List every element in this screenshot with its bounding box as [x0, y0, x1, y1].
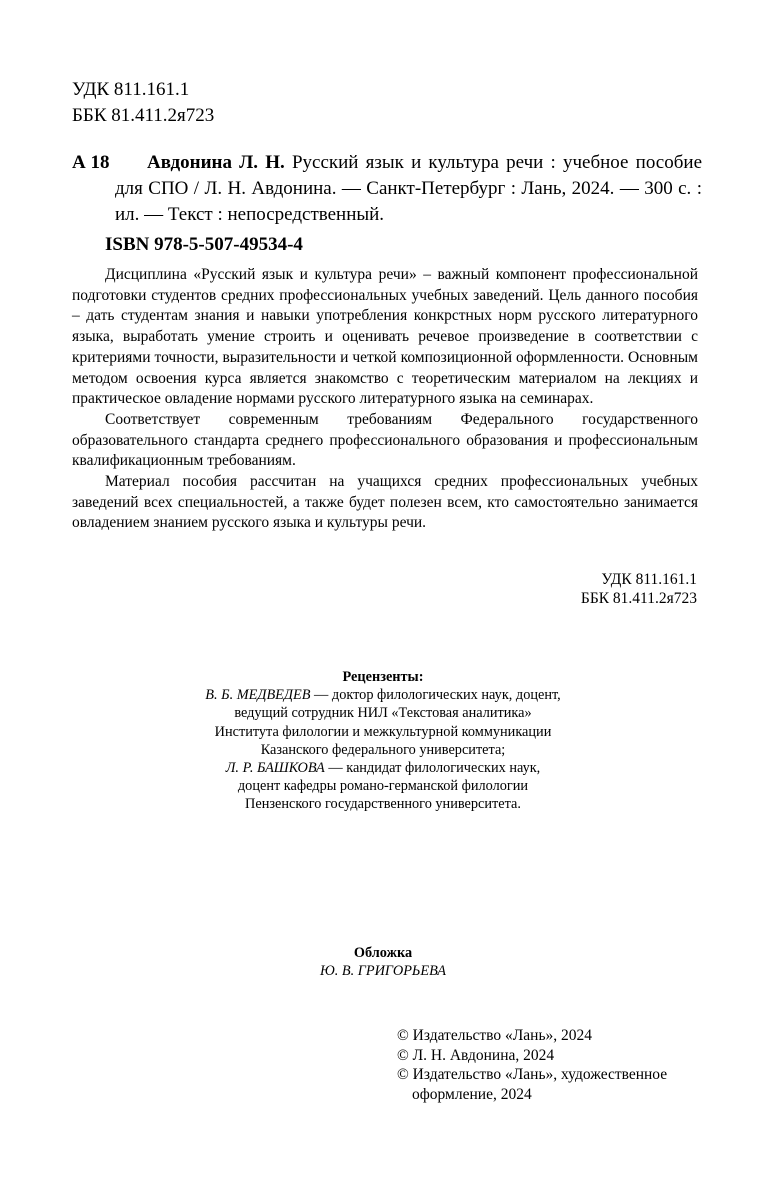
- reviewer-1-university: Казанского федерального университета;: [260, 741, 506, 758]
- cover-credit: [180, 944, 586, 980]
- bibliographic-description: [115, 150, 702, 228]
- reviewer-2-title: — кандидат филологических наук,: [324, 760, 541, 777]
- cover-heading: Обложка: [353, 945, 413, 961]
- bbk-code: ББК 81.411.2я723: [72, 105, 215, 126]
- reviewer-1-institute: Института филологии и межкультурной коммуникации: [214, 723, 552, 740]
- reviewer-2: [100, 759, 666, 777]
- abstract: [72, 265, 698, 534]
- reviewer-2-university: Пензенского государственного университета.: [245, 796, 521, 813]
- book-description: Русский язык и культура речи : учебное пособие для СПО / Л. Н. Авдонина. — Санкт-Петербург : Лань, 2024. — 300 с. : ил. — Текст : непосредственный.: [115, 152, 702, 225]
- cover-designer: Ю. В. ГРИГОРЬЕВА: [319, 963, 447, 979]
- reviewer-2-position: доцент кафедры романо-германской филологии: [237, 778, 529, 795]
- abstract-paragraph: Дисциплина «Русский язык и культура речи» – важный компонент профессиональной подготовки студентов средних профессиональных учебных заведений. Цель данного пособия – дать студентам знания и навыки употребления конкрстных норм русского литературного языка, выработать умение строить и оценивать речевое произведение в соответствии с критериями точности, выразительности и четкой композиционной оформленности. Основным методом освоения курса является знакомство с теоретическим материалом на лекциях и практическое овладение нормами русского литературного языка на семинарах.: [72, 266, 698, 408]
- footer-udk-code: УДК 811.161.1: [601, 571, 697, 588]
- udk-code: УДК 811.161.1: [72, 79, 190, 100]
- reviewer-2-name: Л. Р. БАШКОВА: [225, 760, 325, 777]
- reviewer-1-position: ведущий сотрудник НИЛ «Текстовая аналитика»: [234, 705, 532, 722]
- author-name: Авдонина Л. Н.: [147, 152, 285, 173]
- abstract-paragraph: Материал пособия рассчитан на учащихся средних профессиональных учебных заведений всех специальностей, а также будет полезен всем, кто самостоятельно занимается овладением знанием русского языка и культуры речи.: [72, 473, 698, 532]
- reviewer-1: [100, 686, 666, 704]
- copyright-block: [397, 1026, 667, 1104]
- copyright-line: © Л. Н. Авдонина, 2024: [397, 1046, 555, 1064]
- footer-codes: [581, 570, 697, 608]
- abstract-paragraph: Соответствует современным требованиям Федерального государственного образовательного стандарта среднего профессионального образования и профессиональным квалификационным требованиям.: [72, 410, 698, 470]
- copyright-line: © Издательство «Лань», художественное: [397, 1066, 668, 1083]
- reviewer-1-name: В. Б. МЕДВЕДЕВ: [205, 687, 311, 704]
- footer-bbk-code: ББК 81.411.2я723: [580, 590, 697, 607]
- copyright-line: оформление, 2024: [412, 1085, 532, 1103]
- reviewer-1-title: — доктор филологических наук, доцент,: [310, 687, 561, 704]
- reviewers-heading: Рецензенты:: [342, 669, 424, 685]
- copyright-line: © Издательство «Лань», 2024: [397, 1027, 593, 1044]
- reviewers-block: [100, 668, 666, 814]
- author-sign: А 18: [72, 152, 110, 173]
- isbn: ISBN 978-5-507-49534-4: [105, 234, 303, 255]
